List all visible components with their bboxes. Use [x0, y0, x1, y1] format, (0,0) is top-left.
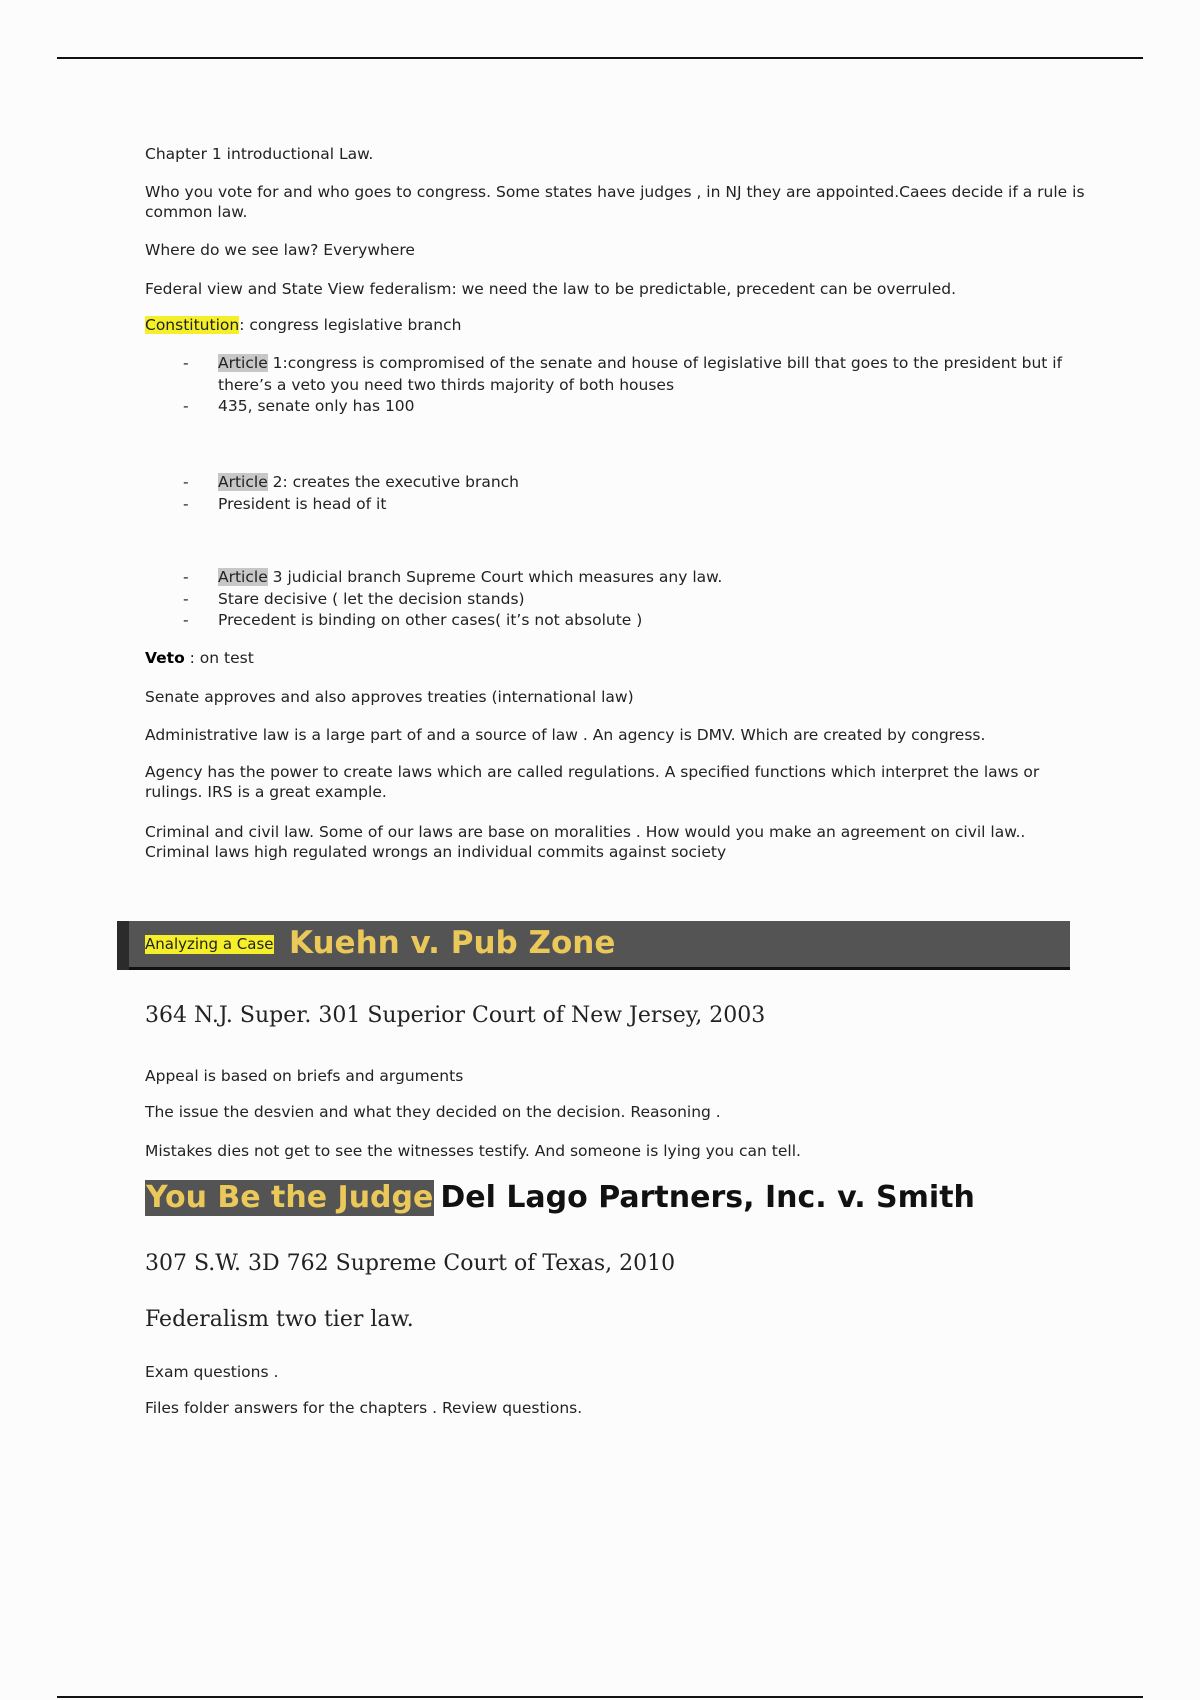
paragraph-where-law: Where do we see law? Everywhere [145, 241, 415, 259]
paragraph-voting: Who you vote for and who goes to congress. Some states have judges , in NJ they are appointed.Caees decide if a rule is common law. [145, 183, 1085, 221]
list-item [145, 567, 1085, 589]
constitution-text: : congress legislative branch [239, 316, 462, 334]
list-item-text: Stare decisive ( let the decision stands) [218, 589, 525, 608]
article-3-list [145, 567, 1085, 632]
header-rule [57, 57, 1143, 59]
bullet-dash: - [183, 568, 189, 586]
list-item-text: President is head of it [218, 494, 387, 513]
case-citation: 364 N.J. Super. 301 Superior Court of New Jersey, 2003 [145, 1003, 766, 1028]
case-heading-del-lago [145, 1180, 975, 1216]
bullet-dash: - [183, 354, 189, 372]
constitution-highlight: Constitution [145, 316, 240, 334]
banner-accent [117, 921, 129, 970]
list-item-text: Precedent is binding on other cases( it’s not absolute ) [218, 611, 643, 629]
veto-label: Veto [145, 649, 185, 667]
paragraph-issue: The issue the desvien and what they decided on the decision. Reasoning . [145, 1103, 721, 1121]
list-item-text: 3 judicial branch Supreme Court which measures any law. [272, 568, 723, 586]
article-1-list [145, 353, 1085, 418]
analyzing-case-tag: Analyzing a Case [145, 935, 274, 953]
bullet-dash: - [183, 589, 189, 608]
article-2-list [145, 472, 1085, 515]
list-item [145, 610, 1085, 632]
veto-text: : on test [184, 649, 254, 667]
list-item [145, 494, 1085, 516]
bullet-dash: - [183, 397, 189, 415]
list-item [145, 353, 1085, 396]
paragraph-senate: Senate approves and also approves treaties (international law) [145, 688, 634, 706]
list-item-text: 2: creates the executive branch [272, 473, 519, 491]
article-highlight: Article [218, 473, 268, 491]
list-item [145, 589, 1085, 611]
bullet-dash: - [183, 611, 189, 629]
paragraph-mistakes: Mistakes dies not get to see the witnesses testify. And someone is lying you can tell. [145, 1142, 801, 1160]
subheading-federalism: Federalism two tier law. [145, 1307, 414, 1332]
paragraph-exam-questions: Exam questions . [145, 1363, 279, 1381]
paragraph-administrative-law: Administrative law is a large part of and a source of law . An agency is DMV. Which are created by congress. [145, 726, 986, 744]
paragraph-criminal-civil: Criminal and civil law. Some of our laws are base on moralities . How would you make an agreement on civil law.. Criminal laws high regulated wrongs an individual commits against society [145, 823, 1026, 861]
article-highlight: Article [218, 568, 268, 586]
veto-line [145, 648, 254, 668]
list-item-text: 1:congress is compromised of the senate and house of legislative bill that goes to the president but if there’s a veto you need two thirds majority of both houses [218, 354, 1063, 394]
article-highlight: Article [218, 354, 268, 372]
case-title: Del Lago Partners, Inc. v. Smith [440, 1180, 975, 1215]
list-item [145, 396, 1085, 418]
you-be-the-judge-tag: You Be the Judge [146, 1180, 434, 1215]
chapter-title: Chapter 1 introductional Law. [145, 145, 374, 163]
list-item [145, 472, 1085, 494]
bullet-dash: - [183, 494, 189, 513]
paragraph-agency: Agency has the power to create laws which are called regulations. A specified functions which interpret the laws or rulings. IRS is a great example. [145, 763, 1040, 801]
case-title: Kuehn v. Pub Zone [289, 925, 616, 961]
paragraph-federalism: Federal view and State View federalism: we need the law to be predictable, precedent can be overruled. [145, 280, 957, 298]
list-item-text: 435, senate only has 100 [218, 397, 415, 415]
constitution-line [145, 315, 461, 335]
paragraph-files-folder: Files folder answers for the chapters . Review questions. [145, 1399, 583, 1417]
footer-rule [57, 1696, 1143, 1698]
case-banner-kuehn [117, 921, 1070, 970]
paragraph-appeal: Appeal is based on briefs and arguments [145, 1067, 464, 1085]
bullet-dash: - [183, 473, 189, 491]
case-citation: 307 S.W. 3D 762 Supreme Court of Texas, 2010 [145, 1251, 676, 1276]
